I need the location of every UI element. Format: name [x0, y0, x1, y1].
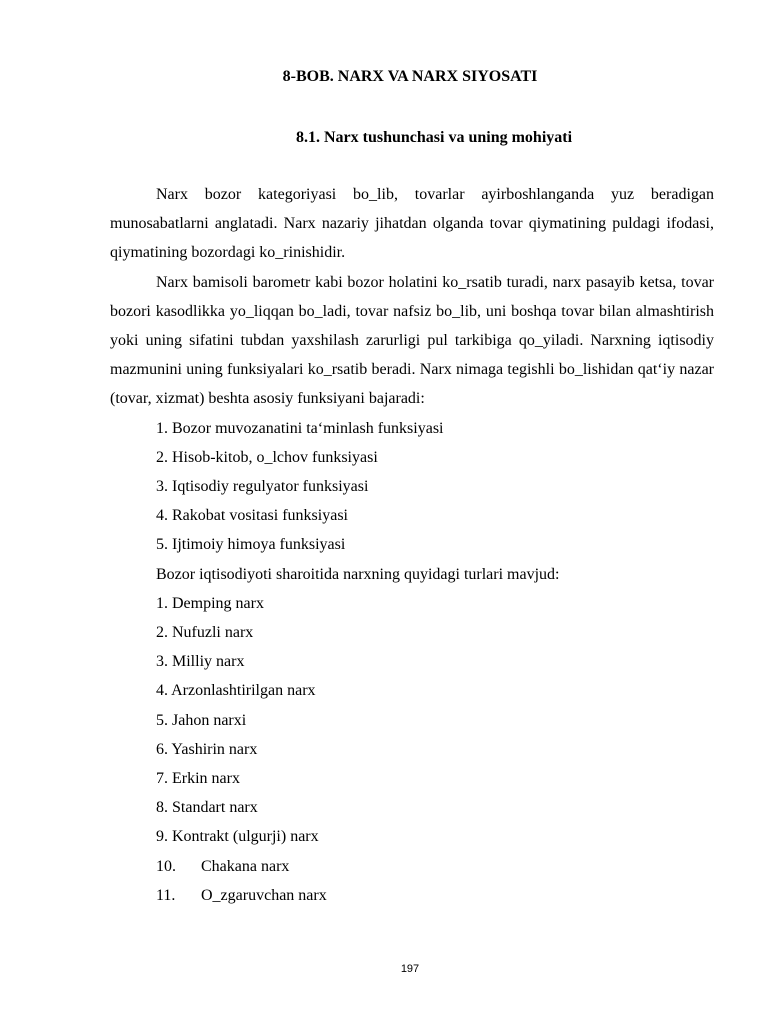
price-types-list — [110, 589, 714, 910]
list-item: 8. Standart narx — [156, 799, 258, 817]
types-intro: Bozor iqtisodiyoti sharoitida narxning quyidagi turlari mavjud: — [156, 565, 560, 583]
list-item: 1. Demping narx — [156, 594, 264, 612]
list-item — [110, 852, 714, 881]
list-item: 3. Milliy narx — [156, 653, 245, 671]
list-item: 2. Hisob-kitob, o_lchov funksiyasi — [156, 448, 378, 466]
list-item: 5. Ijtimoiy himoya funksiyasi — [156, 536, 346, 554]
list-item: 6. Yashirin narx — [156, 740, 258, 758]
document-body — [110, 180, 714, 910]
list-item-text: O_zgaruvchan narx — [201, 886, 327, 904]
list-item: 2. Nufuzli narx — [156, 624, 254, 642]
paragraph: Narx bozor kategoriyasi bo_lib, tovarlar ayirboshlanganda yuz beradigan munosabatlarni anglatadi. Narx nazariy jihatdan olganda tovar qiymatining puldagi ifodasi, qiymatining bozordagi ko_rinishidir. — [110, 186, 714, 262]
list-item-text: Chakana narx — [201, 857, 290, 875]
list-item: 4. Arzonlashtirilgan narx — [156, 682, 316, 700]
list-item — [110, 881, 714, 910]
list-item: 5. Jahon narxi — [156, 711, 247, 729]
list-item: 4. Rakobat vositasi funksiyasi — [156, 507, 348, 525]
functions-list — [110, 414, 714, 560]
list-item: 9. Kontrakt (ulgurji) narx — [156, 828, 319, 846]
list-item-number: 10. — [156, 857, 176, 875]
section-title: 8.1. Narx tushunchasi va uning mohiyati — [295, 129, 573, 146]
list-item: 7. Erkin narx — [156, 770, 240, 788]
paragraph: Narx bamisoli barometr kabi bozor holatini ko_rsatib turadi, narx pasayib ketsa, tovar bozori kasodlikka yo_liqqan bo_ladi, tovar nafsiz bo_lib, uni boshqa tovar bilan almashtirish yoki uning sifatini tubdan yaxshilash zarurligi pul tarkibiga qo_yiladi. Narxning iqtisodiy mazmunini uning funksiyalari ko_rsatib beradi. Narx nimaga tegishli bo_lishidan qat‘iy nazar (tovar, xizmat) beshta asosiy funksiyani bajaradi: — [110, 273, 714, 408]
chapter-title: 8-BOB. NARX VA NARX SIYOSATI — [282, 68, 538, 85]
list-item: 1. Bozor muvozanatini ta‘minlash funksiyasi — [156, 419, 444, 437]
page-number: 197 — [400, 963, 420, 975]
list-item: 3. Iqtisodiy regulyator funksiyasi — [156, 478, 369, 496]
list-item-number: 11. — [156, 886, 176, 904]
